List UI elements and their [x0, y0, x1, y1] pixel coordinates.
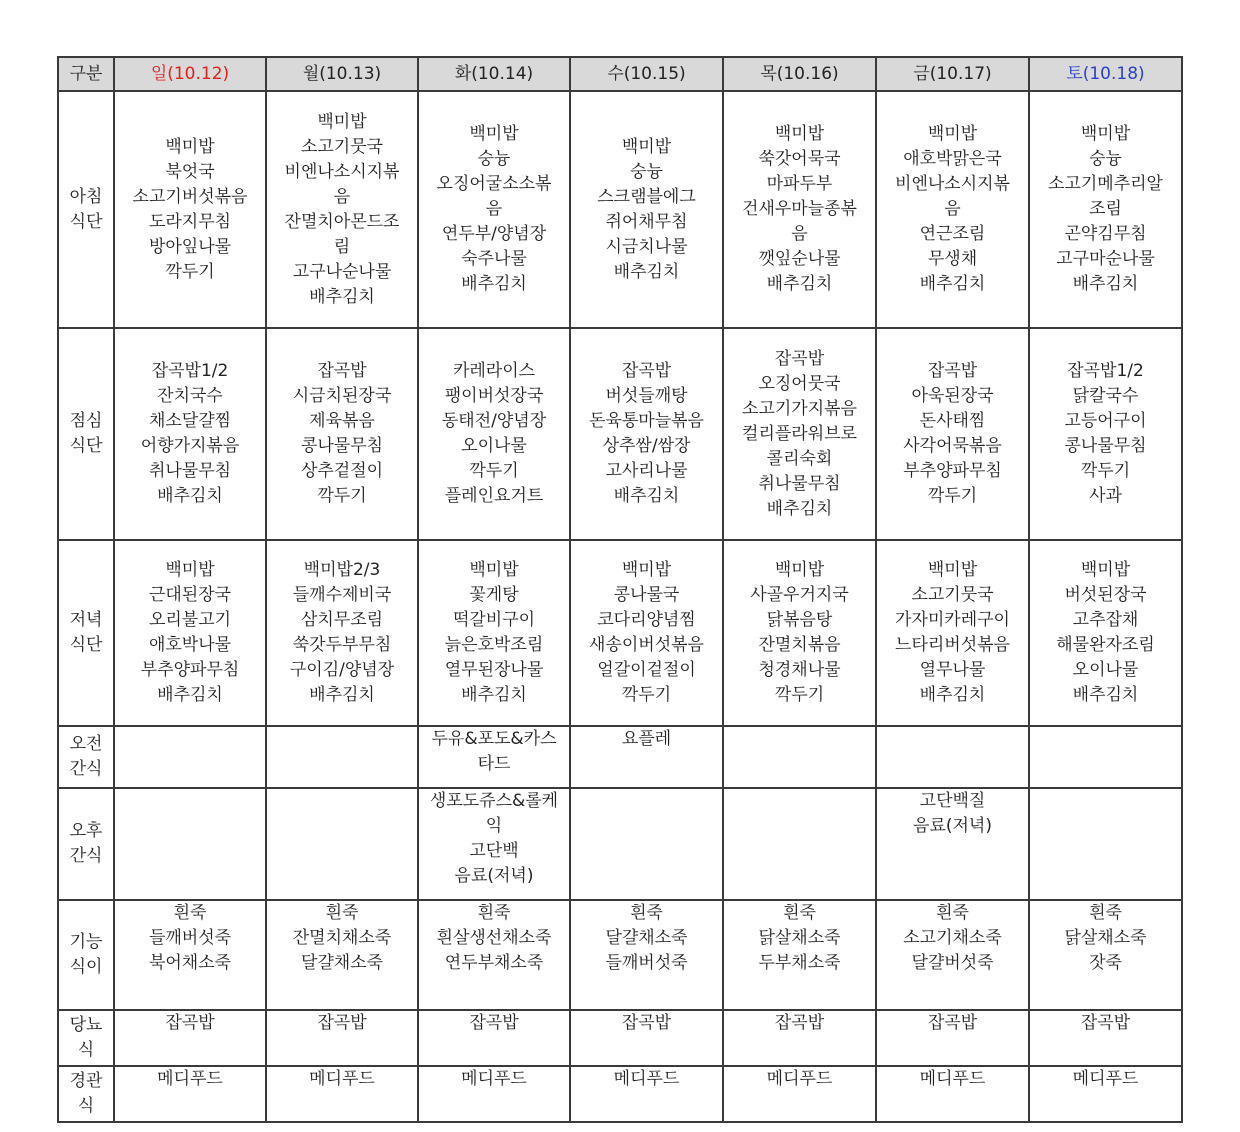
menu-item: 열무나물: [919, 660, 986, 680]
menu-item: 잡곡밥: [317, 1013, 367, 1033]
menu-item: 취나물무침: [758, 473, 841, 494]
menu-item: 돈육통마늘볶음: [589, 411, 704, 431]
header-row: [58, 57, 1182, 91]
menu-item: 깍두기: [317, 486, 367, 506]
menu-item: 연근조림: [919, 224, 986, 244]
menu-item: 해물완자조림: [1056, 635, 1155, 655]
menu-item: 타드: [477, 754, 511, 774]
menu-item: 메디푸드: [1072, 1069, 1139, 1089]
row-label-breakfast: [58, 91, 114, 328]
menu-item: 달걀채소죽: [605, 928, 688, 948]
row-label-diab: [58, 1010, 114, 1066]
menu-cell-amsnack-sat: [1029, 726, 1182, 788]
menu-item: 느타리버섯볶음: [895, 635, 1010, 655]
row-label-line: 간식: [69, 759, 103, 779]
menu-item: 애호박나물: [148, 635, 232, 655]
menu-item: 흰죽: [783, 903, 816, 923]
menu-item: 백미밥: [1080, 560, 1131, 580]
menu-cell-lunch-sat: [1029, 328, 1182, 540]
menu-item: 늙은호박조림: [444, 635, 544, 655]
menu-item: 열무된장나물: [444, 660, 544, 680]
menu-item: 잡곡밥: [469, 1013, 519, 1033]
menu-item: 잔치국수: [157, 386, 223, 406]
menu-cell-pmsnack-mon: [266, 788, 418, 900]
menu-item: 연두부채소죽: [444, 953, 544, 973]
menu-cell-amsnack-fri: [876, 726, 1029, 788]
day-header-thu: 목(10.16): [723, 57, 876, 91]
menu-item: 두부채소죽: [758, 953, 841, 973]
row-label-line: 식단: [69, 436, 103, 456]
row-label-line: 오후: [69, 821, 103, 841]
menu-item: 배추김치: [613, 486, 680, 506]
menu-item: 고등어구이: [1064, 411, 1147, 431]
menu-cell-breakfast-mon: [266, 91, 418, 328]
menu-item: 소고기버섯볶음: [132, 186, 248, 207]
menu-cell-tube-sat: [1029, 1066, 1182, 1122]
menu-item: 배추김치: [461, 685, 527, 705]
menu-item: 닭칼국수: [1072, 386, 1139, 406]
menu-cell-lunch-wed: [570, 328, 723, 540]
menu-item: 근대된장국: [148, 585, 232, 605]
menu-cell-lunch-tue: [418, 328, 570, 540]
menu-item: 백미밥: [927, 560, 978, 580]
menu-cell-amsnack-mon: [266, 726, 418, 788]
menu-item: 소고기채소죽: [903, 928, 1002, 948]
menu-cell-dinner-sat: [1029, 540, 1182, 726]
day-header-fri: 금(10.17): [876, 57, 1029, 91]
header-corner: 구분: [58, 57, 114, 91]
menu-item: 플레인요거트: [444, 486, 544, 506]
menu-item: 콩나물국: [613, 585, 680, 605]
menu-cell-pmsnack-fri: [876, 788, 1029, 900]
menu-cell-amsnack-tue: [418, 726, 570, 788]
menu-item: 백미밥: [621, 560, 672, 580]
menu-item: 고추잡채: [1072, 610, 1139, 630]
menu-cell-dinner-fri: [876, 540, 1029, 726]
menu-item: 삼치무조림: [300, 610, 384, 630]
menu-item: 백미밥: [774, 124, 825, 144]
menu-item: 잡곡밥1/2: [151, 361, 229, 381]
menu-item: 배추김치: [613, 261, 680, 282]
day-header-mon: 월(10.13): [266, 57, 418, 91]
row-label-line: 경관: [69, 1071, 103, 1091]
menu-item: 소고기뭇국: [911, 585, 994, 605]
menu-item: 코다리양념찜: [597, 610, 696, 630]
menu-item: 소고기메추리알: [1048, 174, 1163, 194]
meal-row-pmsnack: [58, 788, 1182, 900]
menu-item: 백미밥: [1080, 124, 1131, 144]
menu-item: 배추김치: [157, 486, 223, 506]
menu-item: 사각어묵볶음: [903, 436, 1002, 456]
menu-cell-lunch-fri: [876, 328, 1029, 540]
menu-cell-pmsnack-sat: [1029, 788, 1182, 900]
menu-item: 사골우거지국: [750, 585, 849, 605]
menu-item: 배추김치: [1072, 274, 1139, 294]
menu-cell-tube-fri: [876, 1066, 1029, 1122]
menu-cell-diab-thu: [723, 1010, 876, 1066]
menu-item: 흰살생선채소죽: [436, 928, 552, 948]
menu-item: 잡곡밥: [165, 1013, 215, 1033]
row-label-line: 당뇨: [69, 1015, 103, 1035]
menu-item: 닭볶음탕: [766, 610, 833, 630]
row-label-pmsnack: [58, 788, 114, 900]
menu-cell-func-tue: [418, 900, 570, 1010]
row-label-line: 식이: [69, 957, 103, 977]
meal-row-lunch: [58, 328, 1182, 540]
menu-item: 오리불고기: [148, 610, 232, 630]
menu-cell-pmsnack-wed: [570, 788, 723, 900]
menu-item: 가자미카레구이: [895, 610, 1010, 630]
menu-cell-lunch-mon: [266, 328, 418, 540]
day-header-sun: 일(10.12): [114, 57, 266, 91]
row-label-line: 오전: [69, 734, 103, 754]
row-label-amsnack: [58, 726, 114, 788]
menu-item: 배추김치: [919, 685, 986, 705]
row-label-line: 식단: [69, 211, 103, 232]
row-label-line: 식단: [69, 635, 103, 655]
menu-item: 생포도쥬스&롤케: [429, 791, 559, 811]
menu-item: 요플레: [621, 729, 672, 749]
menu-item: 깍두기: [469, 461, 519, 481]
menu-item: 배추김치: [1072, 685, 1139, 705]
menu-item: 흰죽: [173, 903, 207, 923]
menu-item: 부추양파무침: [903, 461, 1002, 481]
menu-item: 달걀채소죽: [300, 953, 384, 973]
row-label-lunch: [58, 328, 114, 540]
meal-row-breakfast: [58, 91, 1182, 328]
menu-item: 방아잎나물: [148, 236, 232, 257]
menu-cell-pmsnack-tue: [418, 788, 570, 900]
menu-item: 잣죽: [1089, 953, 1122, 973]
menu-item: 아욱된장국: [911, 386, 994, 406]
menu-item: 잡곡밥: [774, 348, 825, 369]
menu-item: 백미밥: [469, 560, 519, 580]
menu-item: 메디푸드: [157, 1069, 223, 1089]
menu-item: 들깨버섯죽: [605, 953, 688, 973]
menu-cell-diab-sun: [114, 1010, 266, 1066]
menu-item: 상추쌈/쌈장: [602, 436, 691, 456]
menu-cell-pmsnack-sun: [114, 788, 266, 900]
menu-item: 백미밥: [927, 124, 978, 144]
menu-item: 메디푸드: [461, 1069, 527, 1089]
menu-item: 도라지무침: [148, 211, 232, 232]
row-label-line: 식: [77, 1096, 95, 1116]
menu-item: 시금치된장국: [292, 386, 392, 406]
row-label-line: 간식: [69, 846, 103, 866]
menu-item: 메디푸드: [613, 1069, 680, 1089]
menu-item: 배추김치: [766, 498, 833, 519]
menu-item: 잡곡밥: [317, 361, 367, 381]
menu-item: 팽이버섯장국: [444, 386, 544, 406]
menu-cell-dinner-wed: [570, 540, 723, 726]
menu-item: 들깨버섯죽: [148, 928, 232, 948]
row-label-line: 기능: [69, 932, 103, 952]
menu-cell-dinner-thu: [723, 540, 876, 726]
menu-item: 콜리숙회: [766, 448, 833, 469]
menu-cell-breakfast-thu: [723, 91, 876, 328]
menu-item: 림: [333, 236, 351, 257]
menu-item: 소고기뭇국: [300, 136, 384, 157]
menu-item: 비엔나소시지볶: [895, 174, 1010, 194]
menu-cell-diab-tue: [418, 1010, 570, 1066]
menu-item: 깍두기: [165, 261, 215, 282]
meal-rows: [58, 91, 1182, 1122]
day-header-sat: 토(10.18): [1029, 57, 1182, 91]
menu-item: 배추김치: [766, 274, 833, 294]
menu-item: 고단백: [469, 841, 519, 861]
menu-item: 숭늉: [630, 161, 663, 182]
menu-item: 잔멸치아몬드조: [284, 211, 400, 232]
menu-item: 음: [333, 186, 351, 207]
menu-item: 돈사태찜: [919, 411, 986, 431]
menu-item: 깍두기: [621, 685, 672, 705]
menu-cell-diab-mon: [266, 1010, 418, 1066]
menu-cell-breakfast-sat: [1029, 91, 1182, 328]
menu-item: 북엇국: [165, 161, 215, 182]
menu-item: 마파두부: [766, 174, 833, 194]
menu-item: 카레라이스: [452, 361, 536, 381]
menu-item: 북어채소죽: [148, 953, 232, 973]
menu-item: 잡곡밥: [1080, 1013, 1131, 1033]
menu-item: 비엔나소시지볶: [284, 161, 400, 182]
meal-row-amsnack: [58, 726, 1182, 788]
menu-cell-dinner-sun: [114, 540, 266, 726]
menu-item: 쑥갓어묵국: [758, 149, 841, 169]
menu-item: 배추김치: [309, 286, 375, 307]
row-label-tube: [58, 1066, 114, 1122]
menu-item: 콩나물무침: [1064, 436, 1147, 456]
menu-item: 취나물무침: [148, 461, 232, 481]
menu-cell-breakfast-sun: [114, 91, 266, 328]
menu-cell-diab-wed: [570, 1010, 723, 1066]
menu-item: 잡곡밥: [927, 1013, 978, 1033]
menu-item: 백미밥: [165, 560, 215, 580]
menu-item: 버섯된장국: [1064, 585, 1147, 605]
menu-item: 고구마순나물: [1056, 249, 1155, 269]
weekly-meal-table: [57, 56, 1183, 1123]
menu-item: 잔멸치채소죽: [292, 928, 392, 948]
menu-item: 부추양파무침: [140, 660, 240, 680]
menu-item: 콩나물무침: [300, 436, 384, 456]
menu-item: 건새우마늘종볶: [742, 199, 857, 219]
menu-item: 흰죽: [477, 903, 511, 923]
menu-item: 스크램블에그: [597, 186, 696, 207]
day-header-wed: 수(10.15): [570, 57, 723, 91]
row-label-line: 저녁: [69, 610, 103, 630]
menu-cell-diab-sat: [1029, 1010, 1182, 1066]
menu-item: 배추김치: [309, 685, 375, 705]
menu-item: 새송이버섯볶음: [589, 635, 704, 655]
menu-item: 잡곡밥: [621, 361, 672, 381]
menu-item: 배추김치: [461, 274, 527, 294]
meal-row-tube: [58, 1066, 1182, 1122]
menu-item: 곤약김무침: [1064, 224, 1147, 244]
menu-item: 흰죽: [936, 903, 969, 923]
menu-item: 숭늉: [1089, 149, 1122, 169]
menu-item: 소고기가지볶음: [742, 398, 857, 419]
menu-item: 연두부/양념장: [441, 224, 547, 244]
menu-item: 제육볶음: [309, 411, 375, 431]
meal-row-dinner: [58, 540, 1182, 726]
menu-cell-amsnack-sun: [114, 726, 266, 788]
menu-cell-tube-thu: [723, 1066, 876, 1122]
menu-item: 버섯들깨탕: [605, 386, 688, 406]
menu-cell-pmsnack-thu: [723, 788, 876, 900]
menu-cell-amsnack-wed: [570, 726, 723, 788]
menu-item: 배추김치: [157, 685, 223, 705]
menu-item: 두유&포도&카스: [431, 729, 557, 749]
menu-item: 깻잎순나물: [758, 249, 841, 269]
menu-item: 사과: [1089, 486, 1122, 506]
menu-item: 꽃게탕: [469, 585, 519, 605]
menu-item: 배추김치: [919, 274, 986, 294]
menu-cell-tube-wed: [570, 1066, 723, 1122]
menu-item: 어향가지볶음: [140, 436, 240, 456]
menu-cell-func-sun: [114, 900, 266, 1010]
menu-item: 깍두기: [1080, 461, 1131, 481]
menu-item: 상추겉절이: [300, 461, 384, 481]
menu-item: 음: [944, 199, 961, 219]
menu-item: 애호박맑은국: [903, 149, 1002, 169]
menu-item: 흰죽: [325, 903, 359, 923]
menu-item: 달걀버섯죽: [911, 953, 994, 973]
menu-item: 잔멸치볶음: [758, 635, 841, 655]
day-header-tue: 화(10.14): [418, 57, 570, 91]
menu-item: 음: [485, 199, 503, 219]
menu-item: 얼갈이겉절이: [597, 660, 696, 680]
meal-row-diab: [58, 1010, 1182, 1066]
menu-item: 떡갈비구이: [452, 610, 536, 630]
menu-item: 음료(저녁): [454, 866, 534, 886]
menu-item: 흰죽: [630, 903, 663, 923]
menu-item: 백미밥2/3: [303, 560, 381, 580]
menu-cell-tube-tue: [418, 1066, 570, 1122]
row-label-func: [58, 900, 114, 1010]
menu-cell-func-wed: [570, 900, 723, 1010]
menu-cell-breakfast-wed: [570, 91, 723, 328]
menu-item: 음료(저녁): [913, 816, 992, 836]
menu-item: 고구나순나물: [292, 261, 392, 282]
row-label-dinner: [58, 540, 114, 726]
menu-cell-func-sat: [1029, 900, 1182, 1010]
row-label-line: 아침: [69, 186, 103, 207]
menu-item: 백미밥: [621, 136, 672, 157]
menu-item: 채소달걀찜: [148, 411, 232, 431]
menu-cell-dinner-mon: [266, 540, 418, 726]
menu-item: 무생채: [927, 249, 978, 269]
menu-item: 백미밥: [469, 124, 519, 144]
menu-item: 메디푸드: [919, 1069, 986, 1089]
menu-item: 잡곡밥: [621, 1013, 672, 1033]
menu-item: 백미밥: [165, 136, 215, 157]
menu-item: 잡곡밥: [774, 1013, 825, 1033]
menu-cell-breakfast-tue: [418, 91, 570, 328]
menu-cell-func-thu: [723, 900, 876, 1010]
menu-cell-func-mon: [266, 900, 418, 1010]
menu-cell-dinner-tue: [418, 540, 570, 726]
menu-item: 음: [791, 224, 808, 244]
menu-item: 들깨수제비국: [292, 585, 392, 605]
menu-item: 깍두기: [927, 486, 978, 506]
menu-cell-diab-fri: [876, 1010, 1029, 1066]
menu-item: 고단백질: [919, 791, 986, 811]
row-label-line: 식: [77, 1040, 95, 1060]
menu-item: 오징어뭇국: [758, 373, 841, 394]
menu-item: 오징어굴소소볶: [436, 174, 552, 194]
menu-item: 쑥갓두부무침: [292, 635, 392, 655]
menu-item: 닭살채소죽: [758, 928, 841, 948]
menu-item: 메디푸드: [309, 1069, 375, 1089]
menu-item: 백미밥: [774, 560, 825, 580]
menu-item: 청경채나물: [758, 660, 841, 680]
menu-item: 오이나물: [461, 436, 527, 456]
menu-item: 잡곡밥: [927, 361, 978, 381]
menu-item: 익: [485, 816, 503, 836]
menu-item: 메디푸드: [766, 1069, 833, 1089]
menu-item: 숭늉: [477, 149, 511, 169]
menu-cell-amsnack-thu: [723, 726, 876, 788]
menu-item: 흰죽: [1089, 903, 1122, 923]
row-label-line: 점심: [69, 411, 103, 431]
menu-cell-tube-sun: [114, 1066, 266, 1122]
menu-cell-lunch-thu: [723, 328, 876, 540]
menu-cell-lunch-sun: [114, 328, 266, 540]
menu-item: 백미밥: [317, 111, 367, 132]
menu-item: 조림: [1089, 199, 1122, 219]
menu-item: 고사리나물: [605, 461, 688, 481]
menu-item: 동태전/양념장: [441, 411, 547, 431]
menu-item: 오이나물: [1072, 660, 1139, 680]
menu-item: 잡곡밥1/2: [1067, 361, 1144, 381]
menu-item: 숙주나물: [461, 249, 527, 269]
menu-cell-tube-mon: [266, 1066, 418, 1122]
menu-cell-breakfast-fri: [876, 91, 1029, 328]
menu-item: 컬리플라워브로: [742, 423, 857, 444]
meal-row-func: [58, 900, 1182, 1010]
menu-cell-func-fri: [876, 900, 1029, 1010]
menu-item: 시금치나물: [605, 236, 688, 257]
menu-item: 구이김/양념장: [289, 660, 395, 680]
menu-item: 닭살채소죽: [1064, 928, 1147, 948]
menu-item: 쥐어채무침: [605, 211, 688, 232]
menu-item: 깍두기: [774, 685, 825, 705]
